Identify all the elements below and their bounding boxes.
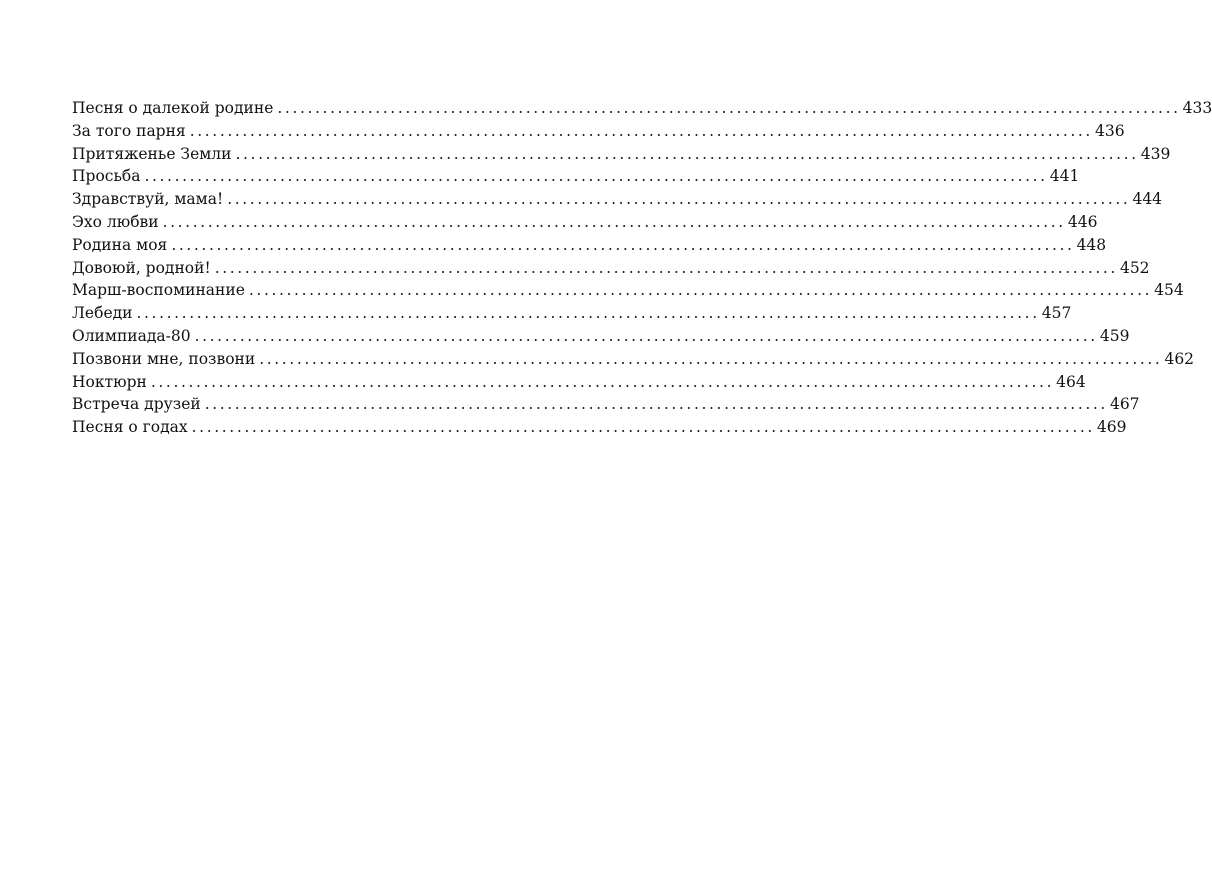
toc-entry-title: Марш-воспоминание — [72, 281, 245, 300]
dot-leader: ........................................................................................................................ — [194, 326, 1098, 345]
toc-entry-title: Здравствуй, мама! — [72, 190, 224, 209]
toc-entry — [72, 97, 1212, 120]
toc-entry — [72, 234, 1107, 257]
toc-entry-title: Притяженье Земли — [72, 144, 232, 163]
toc-entry-title: Довоюй, родной! — [72, 258, 211, 277]
toc-entry-title: Лебеди — [72, 304, 133, 323]
toc-entry — [72, 120, 1125, 143]
toc-entry-page: 439 — [1140, 144, 1171, 163]
toc-entry-page: 433 — [1182, 99, 1212, 117]
toc-entry-page: 446 — [1067, 212, 1098, 231]
dot-leader: ........................................................................................................................ — [214, 258, 1118, 277]
toc-entry-page: 441 — [1049, 167, 1080, 186]
toc-entry — [72, 279, 1184, 302]
toc-entry-title: Ноктюрн — [72, 372, 147, 391]
toc-entry — [72, 188, 1163, 211]
dot-leader: ........................................................................................................................ — [136, 304, 1040, 323]
toc-entry-title: Эхо любви — [72, 212, 159, 231]
toc-entry-title: Просьба — [72, 167, 141, 186]
toc-entry — [72, 257, 1150, 280]
toc-entry-page: 448 — [1076, 235, 1107, 254]
dot-leader: ........................................................................................................................ — [204, 395, 1108, 414]
dot-leader: ........................................................................................................................ — [189, 121, 1093, 140]
toc-entry — [72, 371, 1086, 394]
dot-leader: ........................................................................................................................ — [277, 99, 1181, 117]
toc-entry — [72, 302, 1072, 325]
toc-entry — [72, 416, 1127, 439]
table-of-contents — [72, 97, 1212, 439]
dot-leader: ........................................................................................................................ — [162, 212, 1066, 231]
toc-entry-title: Песня о далекой родине — [72, 99, 274, 117]
dot-leader: ........................................................................................................................ — [191, 418, 1095, 437]
toc-entry-title: Встреча друзей — [72, 395, 201, 414]
toc-entry-page: 444 — [1132, 190, 1163, 209]
dot-leader: ........................................................................................................................ — [150, 372, 1055, 391]
toc-entry-page: 454 — [1154, 281, 1184, 300]
toc-entry-page: 469 — [1096, 418, 1127, 437]
toc-entry-page: 464 — [1056, 372, 1086, 391]
toc-entry — [72, 211, 1098, 234]
toc-entry-title: Олимпиада-80 — [72, 326, 191, 345]
toc-entry — [72, 348, 1195, 371]
toc-entry-page: 459 — [1099, 326, 1130, 345]
toc-entry-title: За того парня — [72, 121, 186, 140]
dot-leader: ........................................................................................................................ — [227, 190, 1131, 209]
toc-entry — [72, 393, 1140, 416]
toc-entry-title: Позвони мне, позвони — [72, 349, 256, 368]
dot-leader: ........................................................................................................................ — [171, 235, 1075, 254]
dot-leader: ........................................................................................................................ — [144, 167, 1048, 186]
toc-entry-page: 457 — [1041, 304, 1072, 323]
toc-entry-page: 452 — [1119, 258, 1150, 277]
toc-entry — [72, 325, 1130, 348]
dot-leader: ........................................................................................................................ — [235, 144, 1139, 163]
toc-entry-page: 436 — [1094, 121, 1125, 140]
toc-entry — [72, 143, 1171, 166]
dot-leader: ........................................................................................................................ — [248, 281, 1153, 300]
toc-entry-title: Родина моя — [72, 235, 168, 254]
toc-entry-page: 467 — [1109, 395, 1140, 414]
toc-entry — [72, 165, 1080, 188]
dot-leader: ........................................................................................................................ — [259, 349, 1163, 368]
toc-entry-page: 462 — [1164, 349, 1195, 368]
toc-entry-title: Песня о годах — [72, 418, 188, 437]
